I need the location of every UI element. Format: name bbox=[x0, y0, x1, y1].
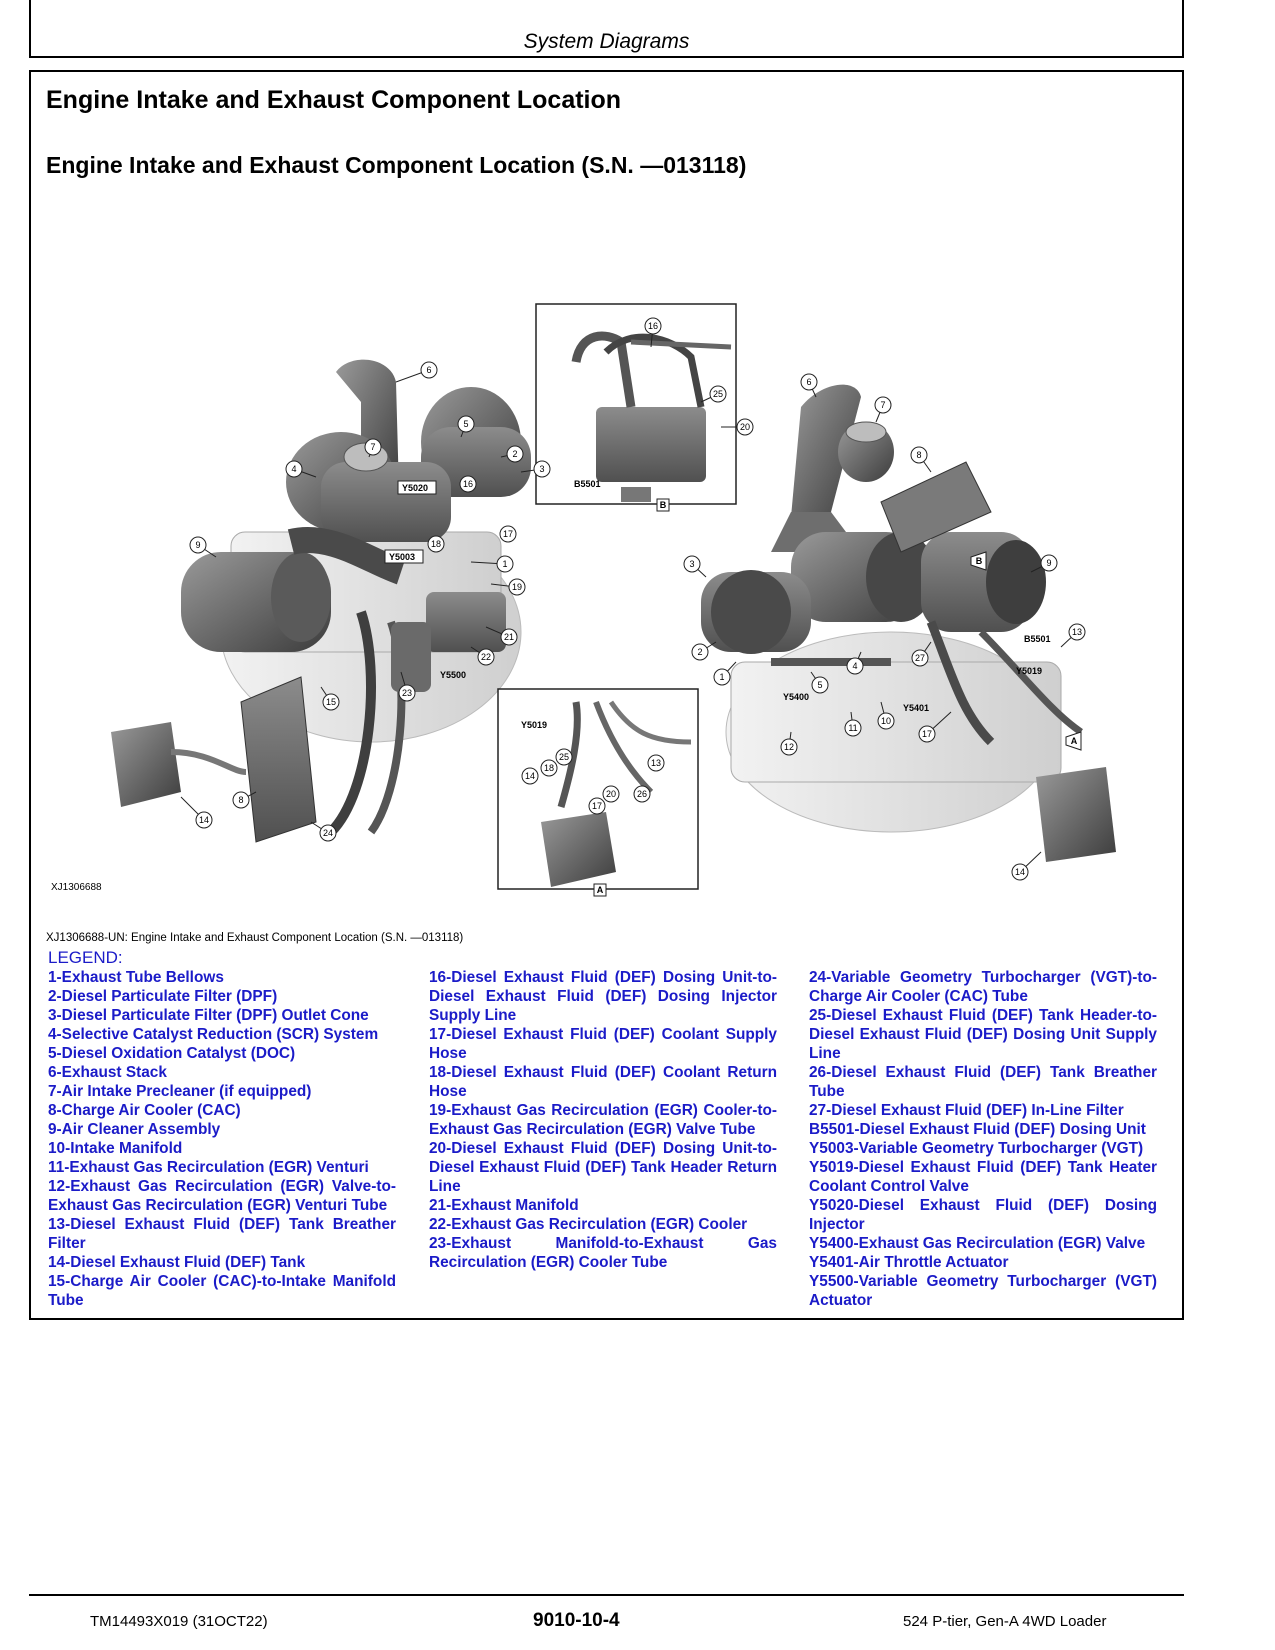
legend-item: 27-Diesel Exhaust Fluid (DEF) In-Line Filter bbox=[809, 1102, 1124, 1119]
legend-item: 24-Variable Geometry Turbocharger (VGT)-to-Charge Air Cooler (CAC) Tube bbox=[809, 969, 1157, 1005]
svg-text:6: 6 bbox=[806, 377, 812, 387]
callout-5-left bbox=[458, 416, 474, 432]
legend-item: Y5401-Air Throttle Actuator bbox=[809, 1254, 1009, 1271]
footer-model: 524 P-tier, Gen-A 4WD Loader bbox=[903, 1613, 1107, 1630]
callout-1-right bbox=[714, 669, 730, 685]
callout-27-right bbox=[912, 650, 928, 666]
page-subtitle: Engine Intake and Exhaust Component Location (S.N. —013118) bbox=[46, 152, 747, 178]
callout-7-right bbox=[875, 397, 891, 413]
legend-item: 2-Diesel Particulate Filter (DPF) bbox=[48, 988, 278, 1005]
callout-4-right bbox=[847, 658, 863, 674]
section-title: System Diagrams bbox=[523, 30, 690, 53]
inset-b-tag bbox=[657, 499, 669, 511]
legend-item: 14-Diesel Exhaust Fluid (DEF) Tank bbox=[48, 1254, 306, 1271]
figure-caption: XJ1306688-UN: Engine Intake and Exhaust Component Location (S.N. —013118) bbox=[46, 932, 464, 944]
callout-17-inset-a bbox=[589, 798, 605, 814]
svg-text:19: 19 bbox=[511, 582, 523, 592]
svg-text:11: 11 bbox=[848, 723, 858, 733]
callout-21-left bbox=[501, 629, 517, 645]
callout-9-right bbox=[1041, 555, 1057, 571]
svg-text:8: 8 bbox=[916, 450, 922, 460]
callout-10-right bbox=[878, 713, 894, 729]
callout-20-inset-a bbox=[603, 786, 619, 802]
label-y5401: Y5401 bbox=[903, 703, 930, 713]
engine-illustration bbox=[31, 232, 1181, 952]
callout-13-inset-a bbox=[648, 755, 664, 771]
svg-text:18: 18 bbox=[543, 763, 555, 773]
callout-18-inset-a bbox=[541, 760, 557, 776]
header-frame bbox=[29, 0, 1184, 58]
legend-item: 12-Exhaust Gas Recirculation (EGR) Valve-to-Exhaust Gas Recirculation (EGR) Venturi Tube bbox=[48, 1178, 396, 1214]
inset-a-tag bbox=[594, 884, 606, 896]
label-y5500: Y5500 bbox=[440, 670, 467, 680]
callout-9-left bbox=[190, 537, 206, 553]
footer-doc-number: TM14493X019 (31OCT22) bbox=[90, 1613, 268, 1630]
view-a-marker bbox=[1066, 732, 1081, 750]
figure-id: XJ1306688 bbox=[51, 882, 102, 893]
svg-text:9: 9 bbox=[1046, 558, 1052, 568]
legend-column-2 bbox=[429, 968, 777, 1272]
svg-text:16: 16 bbox=[647, 321, 659, 331]
legend-item: 18-Diesel Exhaust Fluid (DEF) Coolant Return Hose bbox=[429, 1064, 777, 1100]
legend-item: 15-Charge Air Cooler (CAC)-to-Intake Manifold Tube bbox=[48, 1273, 396, 1309]
callout-1-left bbox=[497, 556, 513, 572]
label-y5003 bbox=[385, 550, 423, 563]
legend-item: 9-Air Cleaner Assembly bbox=[48, 1121, 221, 1138]
legend-item: 1-Exhaust Tube Bellows bbox=[48, 969, 224, 986]
callout-17-left bbox=[500, 526, 516, 542]
legend-item: Y5400-Exhaust Gas Recirculation (EGR) Valve bbox=[809, 1235, 1146, 1252]
label-b5501-inset: B5501 bbox=[574, 479, 601, 489]
svg-text:3: 3 bbox=[539, 464, 545, 474]
content-box bbox=[29, 70, 1184, 1320]
legend-item: 11-Exhaust Gas Recirculation (EGR) Venturi bbox=[48, 1159, 369, 1176]
callout-23-left bbox=[399, 685, 415, 701]
svg-text:14: 14 bbox=[524, 771, 536, 781]
legend-title: LEGEND: bbox=[48, 948, 123, 967]
svg-text:21: 21 bbox=[503, 632, 515, 642]
legend-item: 5-Diesel Oxidation Catalyst (DOC) bbox=[48, 1045, 296, 1062]
svg-text:A: A bbox=[1070, 736, 1078, 746]
legend-item: 25-Diesel Exhaust Fluid (DEF) Tank Header-to-Diesel Exhaust Fluid (DEF) Dosing Unit Supply Line bbox=[809, 1007, 1157, 1062]
svg-text:13: 13 bbox=[650, 758, 662, 768]
svg-text:13: 13 bbox=[1071, 627, 1083, 637]
svg-text:17: 17 bbox=[502, 529, 514, 539]
callout-17-right bbox=[919, 726, 935, 742]
svg-text:16: 16 bbox=[462, 479, 474, 489]
legend-column-3 bbox=[809, 968, 1157, 1310]
label-y5019-inset: Y5019 bbox=[521, 720, 548, 730]
callout-19-left bbox=[509, 579, 525, 595]
callout-6-left bbox=[421, 362, 437, 378]
svg-text:5: 5 bbox=[463, 419, 469, 429]
callout-4-left bbox=[286, 461, 302, 477]
callout-22-left bbox=[478, 649, 494, 665]
svg-text:25: 25 bbox=[558, 752, 570, 762]
svg-text:23: 23 bbox=[401, 688, 413, 698]
svg-text:4: 4 bbox=[291, 464, 297, 474]
footer-divider bbox=[29, 1594, 1184, 1596]
svg-text:Y5020: Y5020 bbox=[402, 483, 429, 493]
svg-text:22: 22 bbox=[480, 652, 492, 662]
callout-2-left bbox=[507, 446, 523, 462]
callout-25-inset-b bbox=[710, 386, 726, 402]
legend-item: 8-Charge Air Cooler (CAC) bbox=[48, 1102, 241, 1119]
callout-7-left bbox=[365, 439, 381, 455]
callout-25-inset-a bbox=[556, 749, 572, 765]
legend-item: 19-Exhaust Gas Recirculation (EGR) Cooler-to-Exhaust Gas Recirculation (EGR) Valve Tube bbox=[429, 1102, 777, 1138]
legend-item: 3-Diesel Particulate Filter (DPF) Outlet Cone bbox=[48, 1007, 369, 1024]
legend-item: B5501-Diesel Exhaust Fluid (DEF) Dosing Unit bbox=[809, 1121, 1146, 1138]
callout-14-inset-a bbox=[522, 768, 538, 784]
svg-text:12: 12 bbox=[783, 742, 795, 752]
callout-16-inset-b bbox=[645, 318, 661, 334]
legend-item: 21-Exhaust Manifold bbox=[429, 1197, 579, 1214]
inset-b bbox=[536, 304, 736, 504]
callout-14-right bbox=[1012, 864, 1028, 880]
svg-text:4: 4 bbox=[852, 661, 858, 671]
svg-text:27: 27 bbox=[914, 653, 926, 663]
callout-8-left bbox=[233, 792, 249, 808]
callout-8-right bbox=[911, 447, 927, 463]
svg-text:24: 24 bbox=[322, 828, 334, 838]
right-engine-view bbox=[701, 385, 1116, 862]
svg-text:2: 2 bbox=[512, 449, 518, 459]
legend-item: Y5020-Diesel Exhaust Fluid (DEF) Dosing Injector bbox=[809, 1197, 1157, 1233]
callout-14-left bbox=[196, 812, 212, 828]
callout-18-left bbox=[428, 536, 444, 552]
legend-item: 7-Air Intake Precleaner (if equipped) bbox=[48, 1083, 312, 1100]
page-title: Engine Intake and Exhaust Component Location bbox=[46, 86, 622, 114]
svg-text:14: 14 bbox=[1014, 867, 1026, 877]
svg-text:Y5003: Y5003 bbox=[389, 552, 416, 562]
svg-text:9: 9 bbox=[195, 540, 201, 550]
svg-text:10: 10 bbox=[880, 716, 892, 726]
svg-text:B: B bbox=[659, 500, 667, 510]
svg-text:5: 5 bbox=[817, 680, 823, 690]
svg-text:7: 7 bbox=[880, 400, 886, 410]
svg-text:25: 25 bbox=[712, 389, 724, 399]
label-b5501-right: B5501 bbox=[1024, 634, 1051, 644]
footer-page-number: 9010-10-4 bbox=[533, 1610, 620, 1631]
svg-text:B: B bbox=[975, 556, 983, 566]
svg-text:17: 17 bbox=[921, 729, 933, 739]
callout-16-left bbox=[460, 476, 476, 492]
svg-text:6: 6 bbox=[426, 365, 432, 375]
callout-6-right bbox=[801, 374, 817, 390]
label-y5019-right: Y5019 bbox=[1016, 666, 1043, 676]
legend-column-1 bbox=[48, 968, 396, 1310]
inset-a bbox=[498, 689, 698, 889]
legend-item: 16-Diesel Exhaust Fluid (DEF) Dosing Unit-to-Diesel Exhaust Fluid (DEF) Dosing Injector Supply Line bbox=[429, 969, 777, 1024]
svg-text:15: 15 bbox=[325, 697, 337, 707]
svg-text:26: 26 bbox=[636, 789, 648, 799]
svg-text:20: 20 bbox=[739, 422, 751, 432]
callout-15-left bbox=[323, 694, 339, 710]
svg-text:18: 18 bbox=[430, 539, 442, 549]
legend-item: 4-Selective Catalyst Reduction (SCR) System bbox=[48, 1026, 379, 1043]
legend-item: 17-Diesel Exhaust Fluid (DEF) Coolant Supply Hose bbox=[429, 1026, 777, 1062]
svg-text:7: 7 bbox=[370, 442, 376, 452]
label-y5020 bbox=[398, 481, 436, 494]
svg-text:A: A bbox=[596, 885, 604, 895]
callout-11-right bbox=[845, 720, 861, 736]
legend-item: Y5003-Variable Geometry Turbocharger (VGT) bbox=[809, 1140, 1144, 1157]
svg-text:14: 14 bbox=[198, 815, 210, 825]
callout-26-inset-a bbox=[634, 786, 650, 802]
legend-item: Y5019-Diesel Exhaust Fluid (DEF) Tank Heater Coolant Control Valve bbox=[809, 1159, 1157, 1195]
legend-item: 26-Diesel Exhaust Fluid (DEF) Tank Breather Tube bbox=[809, 1064, 1157, 1100]
svg-text:17: 17 bbox=[591, 801, 603, 811]
svg-text:1: 1 bbox=[502, 559, 508, 569]
engine-component-figure bbox=[31, 232, 1181, 952]
legend-item: 20-Diesel Exhaust Fluid (DEF) Dosing Unit-to-Diesel Exhaust Fluid (DEF) Tank Header Return Line bbox=[429, 1140, 777, 1195]
svg-text:1: 1 bbox=[719, 672, 725, 682]
callout-13-right bbox=[1069, 624, 1085, 640]
legend-item: 6-Exhaust Stack bbox=[48, 1064, 167, 1081]
svg-text:2: 2 bbox=[697, 647, 703, 657]
svg-text:8: 8 bbox=[238, 795, 244, 805]
svg-text:20: 20 bbox=[605, 789, 617, 799]
svg-text:3: 3 bbox=[689, 559, 695, 569]
legend-item: 10-Intake Manifold bbox=[48, 1140, 183, 1157]
legend-item: 23-Exhaust Manifold-to-Exhaust Gas Recirculation (EGR) Cooler Tube bbox=[429, 1235, 777, 1271]
callout-3-left bbox=[534, 461, 550, 477]
callout-3-right bbox=[684, 556, 700, 572]
callout-20-inset-b bbox=[737, 419, 753, 435]
legend-item: Y5500-Variable Geometry Turbocharger (VGT) Actuator bbox=[809, 1273, 1157, 1309]
callout-2-right bbox=[692, 644, 708, 660]
callout-5-right bbox=[812, 677, 828, 693]
label-y5400: Y5400 bbox=[783, 692, 810, 702]
legend-item: 13-Diesel Exhaust Fluid (DEF) Tank Breather Filter bbox=[48, 1216, 396, 1252]
callout-12-right bbox=[781, 739, 797, 755]
callout-24-left bbox=[320, 825, 336, 841]
legend-item: 22-Exhaust Gas Recirculation (EGR) Cooler bbox=[429, 1216, 748, 1233]
